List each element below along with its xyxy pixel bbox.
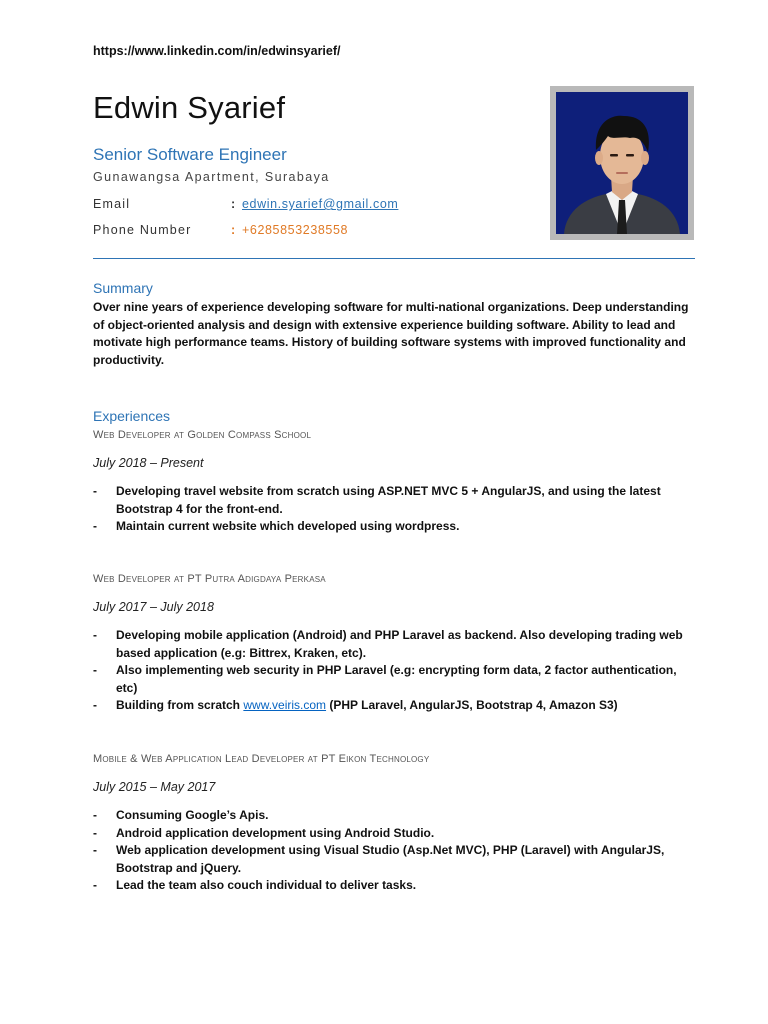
bullet-text: Also implementing web security in PHP Laravel (e.g: encrypting form data, 2 factor authentication, etc) [116, 663, 677, 695]
bullet-text: Lead the team also couch individual to deliver tasks. [116, 878, 417, 893]
bullet-dash: - [93, 663, 97, 678]
bullet-dash: - [93, 519, 97, 534]
experiences-heading: Experiences [93, 408, 171, 424]
job-title-3: Mobile & Web Application Lead Developer at PT Eikon Technology [93, 753, 430, 765]
linkedin-url[interactable]: https://www.linkedin.com/in/edwinsyarief/ [93, 44, 341, 58]
bullet-dash: - [93, 808, 97, 822]
bullet-prefix: Building from scratch [116, 698, 244, 713]
email-label: Email [93, 197, 131, 211]
job-title-1: Web Developer at Golden Compass School [93, 429, 312, 441]
summary-heading: Summary [93, 280, 153, 296]
job-date-3: July 2015 – May 2017 [93, 780, 216, 794]
bullet-dash: - [93, 628, 97, 642]
summary-text: Over nine years of experience developing software for multi-national organizations. Deep understanding of object-oriented analysis and design with extensive experience building software. Ability to lead and motivate high performance teams. History of building software systems with improved functionality and productivity. [93, 300, 689, 367]
list-item [93, 877, 695, 895]
bullet-suffix: (PHP Laravel, AngularJS, Bootstrap 4, Amazon S3) [326, 698, 618, 713]
bullet-dash: - [93, 878, 97, 893]
profile-photo [550, 86, 694, 240]
candidate-name: Edwin Syarief [93, 90, 286, 125]
bullet-dash: - [93, 698, 97, 713]
list-item [93, 483, 695, 518]
job-title-headline: Senior Software Engineer [93, 145, 287, 164]
list-item [93, 518, 695, 536]
bullet-text: Developing mobile application (Android) and PHP Laravel as backend. Also developing trading web based application (e.g: Bittrex, Kraken, etc). [116, 628, 683, 660]
list-item [93, 662, 695, 697]
bullet-text: Web application development using Visual Studio (Asp.Net MVC), PHP (Laravel) with AngularJS, Bootstrap and jQuery. [116, 843, 665, 875]
job-title-2: Web Developer at PT Putra Adigdaya Perkasa [93, 573, 326, 585]
bullet-dash: - [93, 825, 97, 840]
list-item [93, 697, 695, 715]
bullet-dash: - [93, 484, 97, 498]
address: Gunawangsa Apartment, Surabaya [93, 170, 330, 184]
job-1-bullets [93, 483, 695, 536]
resume-page [93, 0, 695, 1024]
bullet-text: Android application development using Android Studio. [116, 825, 435, 840]
email-link[interactable]: edwin.syarief@gmail.com [242, 197, 399, 211]
list-item [93, 627, 695, 662]
job-date-1: July 2018 – Present [93, 456, 204, 470]
job-date-2: July 2017 – July 2018 [93, 600, 214, 614]
phone-number: +6285853238558 [242, 223, 349, 237]
email-colon: : [231, 197, 237, 211]
job-2-bullets [93, 627, 695, 715]
phone-label: Phone Number [93, 223, 192, 237]
bullet-text: Developing travel website from scratch using ASP.NET MVC 5 + AngularJS, and using the latest Bootstrap 4 for the front-end. [116, 484, 661, 516]
bullet-text: Maintain current website which developed using wordpress. [116, 519, 460, 534]
header-divider [93, 258, 695, 259]
list-item [93, 807, 695, 825]
bullet-text: Consuming Google’s Apis. [116, 808, 269, 822]
job-3-bullets [93, 807, 695, 895]
phone-colon: : [231, 223, 237, 237]
list-item [93, 842, 695, 877]
veiris-link[interactable]: www.veiris.com [243, 698, 327, 713]
bullet-dash: - [93, 843, 97, 858]
list-item [93, 825, 695, 843]
